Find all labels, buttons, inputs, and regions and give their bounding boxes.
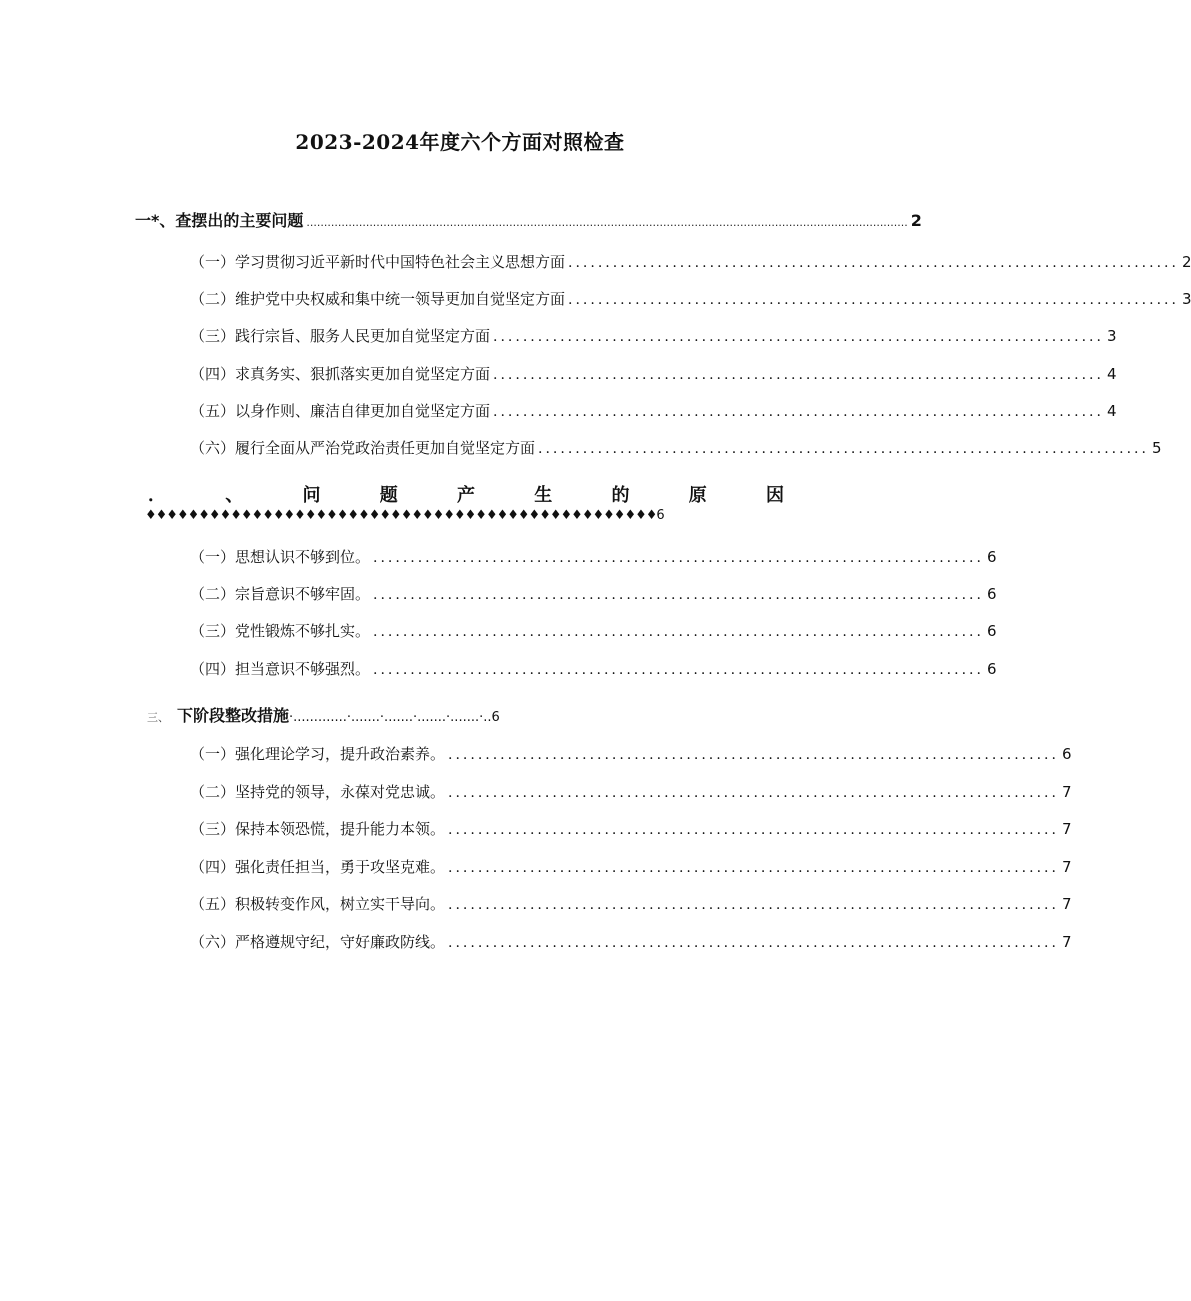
dot-leader-with-page: ·.............·.......·.......·.......·.......·..6: [289, 710, 500, 725]
dot-leader: ..................................................................................: [448, 935, 1059, 951]
dot-leader: ..................................................................................: [568, 255, 1179, 271]
heading-char: 题: [379, 485, 398, 506]
dot-leader: ..................................................................................: [448, 822, 1059, 838]
toc-entry-label: （五）积极转变作风，树立实干导向。: [190, 895, 446, 913]
dot-leader: ..................................................................................: [448, 860, 1059, 876]
toc-entry[interactable]: [190, 436, 1162, 460]
document-title: 2023-2024年度六个方面对照检查: [295, 130, 625, 154]
toc-entry-label: （五）以身作则、廉洁自律更加自觉坚定方面: [190, 402, 491, 420]
heading-char: 生: [534, 485, 553, 506]
toc-entry-label: 下阶段整改措施: [177, 706, 290, 725]
heading-char: 、: [225, 485, 244, 506]
diamond-leader-line: ♦♦♦♦♦♦♦♦♦♦♦♦♦♦♦♦♦♦♦♦♦♦♦♦♦♦♦♦♦♦♦♦♦♦♦♦♦♦♦♦♦♦♦♦♦♦♦♦6: [145, 508, 664, 523]
toc-entry[interactable]: [190, 545, 997, 569]
toc-entry-label: （一）强化理论学习，提升政治素养。: [190, 745, 446, 763]
toc-entry-label: （四）强化责任担当，勇于攻坚克难。: [190, 858, 446, 876]
toc-page-number: 7: [1061, 933, 1072, 951]
heading-char: 问: [302, 485, 321, 506]
heading-char: 产: [457, 485, 475, 506]
toc-entry[interactable]: [190, 817, 1072, 841]
toc-entry-label: （一）思想认识不够到位。: [190, 548, 371, 566]
heading-char: 因: [766, 485, 784, 506]
toc-page-number: 6: [986, 622, 997, 640]
toc-entry[interactable]: [190, 780, 1072, 804]
toc-page-number: 7: [1061, 820, 1072, 838]
dot-leader: ..................................................................................: [538, 441, 1149, 457]
toc-entry-label: （二）宗旨意识不够牢固。: [190, 585, 371, 603]
toc-page-number: 6: [1061, 745, 1072, 763]
toc-entry-label: （二）坚持党的领导，永葆对党忠诚。: [190, 783, 446, 801]
toc-entry[interactable]: [190, 619, 997, 643]
toc-entry-label: （四）求真务实、狠抓落实更加自觉坚定方面: [190, 365, 491, 383]
dot-leader: ..................................................................................: [493, 329, 1104, 345]
dot-leader: ..................................................................................: [373, 662, 984, 678]
dot-leader: ..................................................................................: [373, 550, 984, 566]
dot-leader: ..................................................................................: [448, 747, 1059, 763]
heading-char: 的: [611, 485, 630, 506]
toc-page-number: 4: [1106, 365, 1117, 383]
toc-entry[interactable]: [190, 892, 1072, 916]
toc-entry-label: （四）担当意识不够强烈。: [190, 660, 371, 678]
toc-entry[interactable]: [190, 855, 1072, 879]
heading-char: ．: [148, 485, 166, 506]
toc-page-number: 6: [986, 585, 997, 603]
toc-entry-label: （六）履行全面从严治党政治责任更加自觉坚定方面: [190, 439, 536, 457]
toc-page-number: 2: [910, 211, 922, 230]
toc-page-number: 3: [1181, 290, 1191, 308]
toc-page-number: 6: [986, 660, 997, 678]
toc-entry-label: 一*、查摆出的主要问题: [135, 211, 304, 230]
dot-leader: ..................................................................................: [493, 404, 1104, 420]
toc-entry-label: （一）学习贯彻习近平新时代中国特色社会主义思想方面: [190, 253, 566, 271]
toc-entry[interactable]: [190, 362, 1117, 386]
toc-entry[interactable]: [190, 657, 997, 681]
toc-entry-section-3[interactable]: [147, 703, 500, 726]
toc-entry-label: （六）严格遵规守纪，守好廉政防线。: [190, 933, 446, 951]
toc-entry-label: （三）保持本领恐慌，提升能力本领。: [190, 820, 446, 838]
toc-entry[interactable]: [190, 324, 1117, 348]
toc-page-number: 2: [1181, 253, 1191, 271]
toc-entry[interactable]: [190, 399, 1117, 423]
toc-entry[interactable]: [190, 742, 1072, 766]
toc-page-number: 7: [1061, 783, 1072, 801]
toc-page-number: 7: [1061, 858, 1072, 876]
toc-entry[interactable]: [190, 930, 1072, 954]
heading-char: 原: [688, 485, 707, 506]
toc-entry-section-1[interactable]: [135, 209, 922, 233]
dot-leader: ............................................................................................................................................................................: [306, 216, 908, 229]
toc-entry-label: （三）党性锻炼不够扎实。: [190, 622, 371, 640]
dot-leader: ..................................................................................: [448, 897, 1059, 913]
dot-leader: ..................................................................................: [373, 624, 984, 640]
toc-page-number: 3: [1106, 327, 1117, 345]
toc-entry[interactable]: [190, 287, 1191, 311]
toc-page-number: 5: [1151, 439, 1162, 457]
dot-leader: ..................................................................................: [568, 292, 1179, 308]
toc-page-number: 4: [1106, 402, 1117, 420]
section-number: 三、: [147, 711, 169, 724]
toc-page-number: 7: [1061, 895, 1072, 913]
dot-leader: ..................................................................................: [493, 367, 1104, 383]
toc-entry[interactable]: [190, 250, 1191, 274]
toc-entry[interactable]: [190, 582, 997, 606]
toc-entry-label: （二）维护党中央权威和集中统一领导更加自觉坚定方面: [190, 290, 566, 308]
toc-page-number: 6: [986, 548, 997, 566]
dot-leader: ..................................................................................: [448, 785, 1059, 801]
toc-entry-label: （三）践行宗旨、服务人民更加自觉坚定方面: [190, 327, 491, 345]
dot-leader: ..................................................................................: [373, 587, 984, 603]
toc-entry-section-2[interactable]: [148, 481, 784, 507]
